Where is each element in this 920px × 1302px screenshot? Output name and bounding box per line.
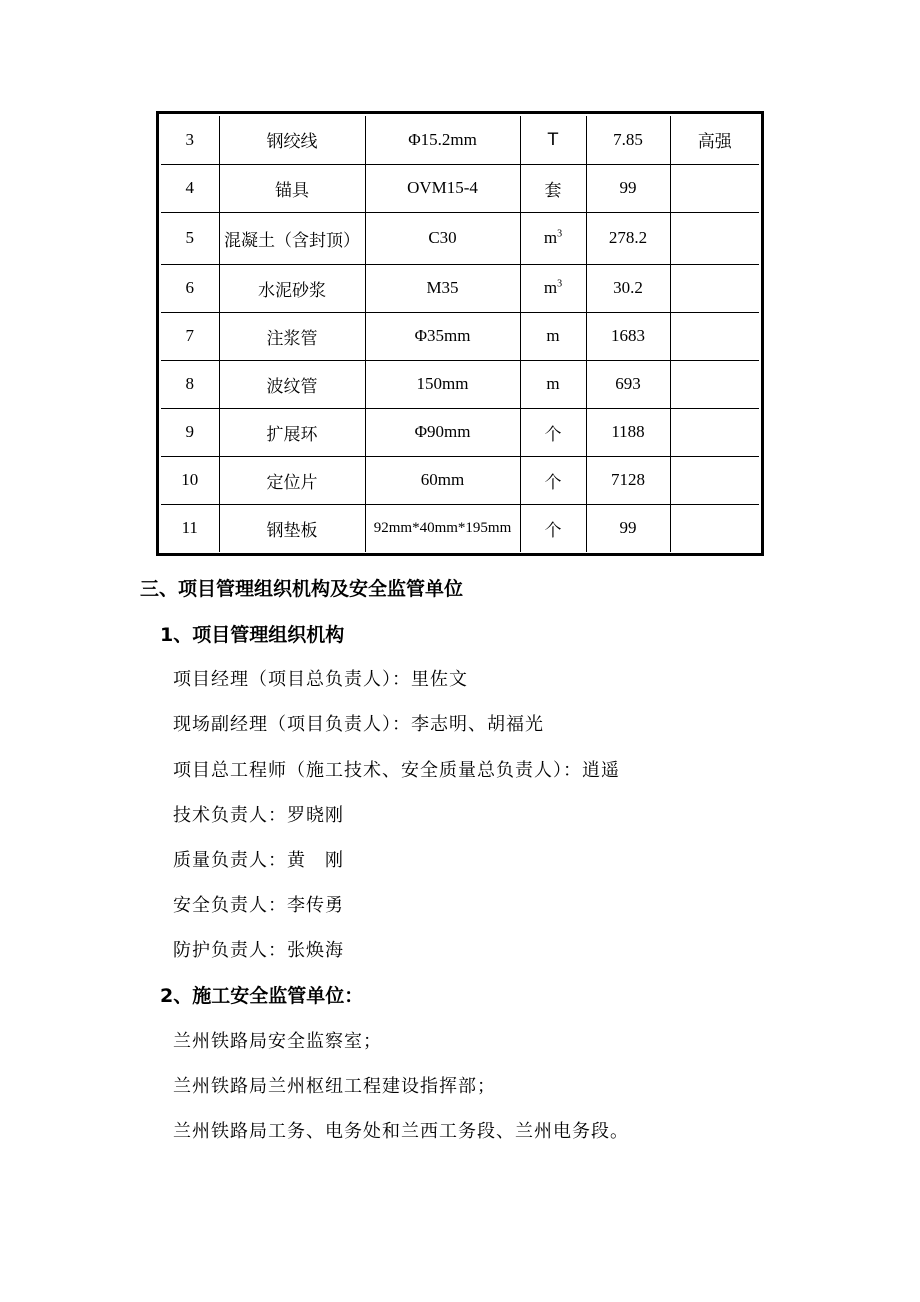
material-name: 水泥砂浆 bbox=[219, 264, 365, 312]
material-spec: C30 bbox=[365, 212, 520, 264]
materials-table-frame bbox=[156, 111, 764, 556]
personnel-line: 项目经理（项目总负责人）：里佐文 bbox=[173, 669, 468, 690]
material-qty: 99 bbox=[586, 164, 670, 212]
material-qty: 1683 bbox=[586, 312, 670, 360]
material-qty: 278.2 bbox=[586, 212, 670, 264]
subsection-heading-organization: 1、项目管理组织机构 bbox=[160, 624, 345, 646]
personnel-line: 质量负责人：黄 刚 bbox=[173, 850, 344, 871]
materials-table bbox=[161, 116, 759, 552]
unit-base: m bbox=[543, 278, 558, 297]
unit-exponent: 3 bbox=[557, 228, 563, 240]
supervision-unit-line: 兰州铁路局兰州枢纽工程建设指挥部； bbox=[173, 1076, 496, 1097]
table-row bbox=[161, 456, 759, 504]
material-spec: OVM15-4 bbox=[365, 164, 520, 212]
material-spec: 92mm*40mm*195mm bbox=[365, 504, 520, 552]
material-note: 高强 bbox=[670, 116, 759, 164]
row-number: 11 bbox=[161, 504, 219, 552]
material-note bbox=[670, 360, 759, 408]
personnel-line: 现场副经理（项目负责人）：李志明、胡福光 bbox=[173, 714, 544, 735]
material-spec: 150mm bbox=[365, 360, 520, 408]
materials-table-body bbox=[161, 116, 759, 552]
material-qty: 7128 bbox=[586, 456, 670, 504]
row-number: 5 bbox=[161, 212, 219, 264]
table-row bbox=[161, 360, 759, 408]
material-qty: 7.85 bbox=[586, 116, 670, 164]
table-row bbox=[161, 408, 759, 456]
material-spec: Φ90mm bbox=[365, 408, 520, 456]
personnel-line: 项目总工程师（施工技术、安全质量总负责人）：逍遥 bbox=[173, 760, 620, 781]
material-note bbox=[670, 456, 759, 504]
table-row bbox=[161, 264, 759, 312]
personnel-line: 防护负责人：张焕海 bbox=[173, 940, 344, 961]
material-qty: 1188 bbox=[586, 408, 670, 456]
supervision-unit-line: 兰州铁路局安全监察室； bbox=[173, 1031, 382, 1052]
material-unit: m bbox=[520, 360, 586, 408]
material-name: 钢垫板 bbox=[219, 504, 365, 552]
subsection-heading-supervision: 2、施工安全监管单位： bbox=[160, 985, 364, 1007]
row-number: 9 bbox=[161, 408, 219, 456]
row-number: 7 bbox=[161, 312, 219, 360]
material-spec: Φ15.2mm bbox=[365, 116, 520, 164]
table-row bbox=[161, 164, 759, 212]
material-name: 注浆管 bbox=[219, 312, 365, 360]
material-unit: 个 bbox=[520, 504, 586, 552]
supervision-unit-line: 兰州铁路局工务、电务处和兰西工务段、兰州电务段。 bbox=[173, 1121, 629, 1142]
material-unit: 个 bbox=[520, 408, 586, 456]
table-row bbox=[161, 312, 759, 360]
material-name: 混凝土（含封顶） bbox=[219, 212, 365, 264]
material-qty: 693 bbox=[586, 360, 670, 408]
material-note bbox=[670, 504, 759, 552]
material-name: 锚具 bbox=[219, 164, 365, 212]
personnel-line: 技术负责人：罗晓刚 bbox=[173, 805, 344, 826]
material-spec: 60mm bbox=[365, 456, 520, 504]
section-heading: 三、项目管理组织机构及安全监管单位 bbox=[140, 578, 464, 600]
material-name: 定位片 bbox=[219, 456, 365, 504]
personnel-line: 安全负责人：李传勇 bbox=[173, 895, 344, 916]
material-name: 扩展环 bbox=[219, 408, 365, 456]
material-note bbox=[670, 212, 759, 264]
material-qty: 30.2 bbox=[586, 264, 670, 312]
row-number: 3 bbox=[161, 116, 219, 164]
table-row bbox=[161, 116, 759, 164]
row-number: 6 bbox=[161, 264, 219, 312]
material-note bbox=[670, 408, 759, 456]
material-note bbox=[670, 312, 759, 360]
material-note bbox=[670, 264, 759, 312]
material-unit: T bbox=[520, 116, 586, 164]
unit-base: m bbox=[543, 228, 558, 247]
material-note bbox=[670, 164, 759, 212]
material-name: 钢绞线 bbox=[219, 116, 365, 164]
material-spec: M35 bbox=[365, 264, 520, 312]
row-number: 8 bbox=[161, 360, 219, 408]
material-unit bbox=[520, 212, 586, 264]
material-unit: 个 bbox=[520, 456, 586, 504]
row-number: 10 bbox=[161, 456, 219, 504]
material-unit bbox=[520, 264, 586, 312]
unit-exponent: 3 bbox=[557, 278, 563, 290]
material-spec: Φ35mm bbox=[365, 312, 520, 360]
material-qty: 99 bbox=[586, 504, 670, 552]
material-unit: 套 bbox=[520, 164, 586, 212]
table-row bbox=[161, 212, 759, 264]
table-row bbox=[161, 504, 759, 552]
row-number: 4 bbox=[161, 164, 219, 212]
material-unit: m bbox=[520, 312, 586, 360]
material-name: 波纹管 bbox=[219, 360, 365, 408]
